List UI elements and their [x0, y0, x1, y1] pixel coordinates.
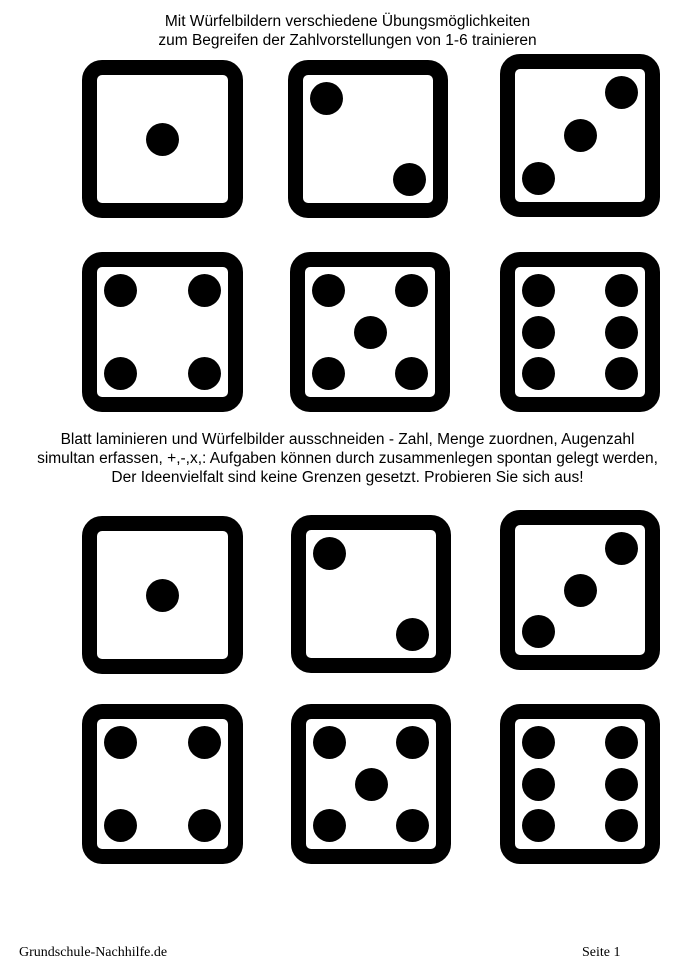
die-face — [288, 60, 448, 218]
die-face — [291, 515, 451, 673]
die-face — [82, 60, 243, 218]
die-face — [82, 516, 243, 674]
die-face — [291, 704, 451, 864]
die-pip — [522, 615, 555, 648]
die-pip — [605, 76, 638, 109]
die-pip — [605, 274, 638, 307]
die-face — [500, 510, 660, 670]
die-pip — [393, 163, 426, 196]
die-pip — [104, 357, 137, 390]
title-line-1: Mit Würfelbildern verschiedene Übungsmöglichkeiten — [164, 13, 531, 30]
instructions-line-3: Der Ideenvielfalt sind keine Grenzen gesetzt. Probieren Sie sich aus! — [111, 469, 584, 486]
die-pip — [146, 579, 179, 612]
die-face — [290, 252, 450, 412]
die-pip — [104, 809, 137, 842]
instructions-line-2: simultan erfassen, +,-,x,: Aufgaben können durch zusammenlegen spontan gelegt werden, — [37, 450, 658, 467]
die-face — [500, 252, 660, 412]
die-pip — [605, 809, 638, 842]
instructions-line-1: Blatt laminieren und Würfelbilder ausschneiden - Zahl, Menge zuordnen, Augenzahl — [60, 431, 635, 448]
die-pip — [188, 726, 221, 759]
die-pip — [395, 274, 428, 307]
die-pip — [396, 809, 429, 842]
die-pip — [146, 123, 179, 156]
footer-site-name: Grundschule-Nachhilfe.de — [19, 945, 168, 960]
die-pip — [522, 726, 555, 759]
die-face — [82, 252, 243, 412]
die-pip — [104, 274, 137, 307]
die-pip — [188, 357, 221, 390]
footer-page-number: Seite 1 — [582, 945, 621, 960]
die-pip — [396, 618, 429, 651]
die-pip — [355, 768, 388, 801]
die-pip — [188, 274, 221, 307]
die-pip — [564, 119, 597, 152]
die-pip — [605, 726, 638, 759]
die-pip — [522, 357, 555, 390]
die-pip — [564, 574, 597, 607]
die-pip — [522, 809, 555, 842]
die-pip — [313, 809, 346, 842]
die-pip — [310, 82, 343, 115]
die-pip — [313, 726, 346, 759]
die-pip — [522, 274, 555, 307]
die-pip — [522, 162, 555, 195]
die-pip — [396, 726, 429, 759]
die-pip — [605, 316, 638, 349]
die-pip — [313, 537, 346, 570]
instructions-text — [20, 430, 675, 487]
die-pip — [104, 726, 137, 759]
die-pip — [354, 316, 387, 349]
die-pip — [522, 768, 555, 801]
die-pip — [522, 316, 555, 349]
die-face — [500, 704, 660, 864]
die-pip — [188, 809, 221, 842]
die-pip — [605, 768, 638, 801]
title-line-2: zum Begreifen der Zahlvorstellungen von 1-6 trainieren — [158, 32, 537, 49]
page-title — [0, 12, 695, 50]
die-pip — [312, 357, 345, 390]
die-pip — [395, 357, 428, 390]
die-face — [500, 54, 660, 217]
die-pip — [312, 274, 345, 307]
die-face — [82, 704, 243, 864]
die-pip — [605, 532, 638, 565]
die-pip — [605, 357, 638, 390]
